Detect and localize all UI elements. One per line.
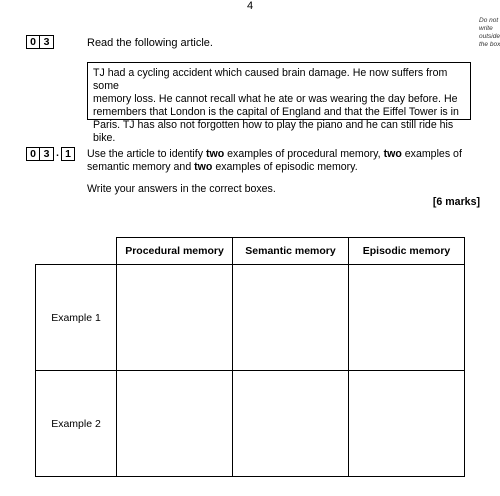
subquestion-dot: . — [56, 148, 59, 159]
row-label-example-2: Example 2 — [36, 371, 117, 477]
column-header-procedural: Procedural memory — [117, 238, 233, 265]
subquestion-number-digit: 0 — [26, 147, 40, 161]
table-row — [36, 371, 465, 477]
table-row — [36, 265, 465, 371]
subquestion-number-digit: 3 — [40, 147, 54, 161]
marks-label: [6 marks] — [432, 196, 480, 208]
answer-cell-episodic-1[interactable] — [349, 265, 465, 371]
article-box — [87, 62, 471, 144]
answer-cell-episodic-2[interactable] — [349, 371, 465, 477]
subquestion-number-box — [26, 147, 75, 161]
table-corner — [36, 238, 117, 265]
question-number-digit: 0 — [26, 35, 40, 49]
margin-note: Do not write outside the box — [479, 17, 500, 48]
article-line: memory loss. He cannot recall what he ate or was wearing the day before. He — [93, 93, 458, 105]
article-line: remembers that London is the capital of England and that the Eiffel Tower is in — [93, 106, 459, 118]
page-number: 4 — [246, 0, 254, 12]
article-line: TJ had a cycling accident which caused brain damage. He now suffers from some — [93, 67, 448, 92]
answer-cell-semantic-2[interactable] — [233, 371, 349, 477]
write-instruction: Write your answers in the correct boxes. — [87, 183, 276, 195]
subquestion-number-digit: 1 — [61, 147, 75, 161]
column-header-semantic: Semantic memory — [233, 238, 349, 265]
answer-cell-procedural-2[interactable] — [117, 371, 233, 477]
answer-table — [35, 237, 465, 477]
row-label-example-1: Example 1 — [36, 265, 117, 371]
question-intro: Read the following article. — [87, 37, 213, 49]
question-number-digit: 3 — [40, 35, 54, 49]
article-line: Paris. TJ has also not forgotten how to play the piano and he can still ride his bike. — [93, 119, 454, 144]
column-header-episodic: Episodic memory — [349, 238, 465, 265]
answer-cell-semantic-1[interactable] — [233, 265, 349, 371]
answer-cell-procedural-1[interactable] — [117, 265, 233, 371]
question-number-box — [26, 35, 54, 49]
table-header-row — [36, 238, 465, 265]
subquestion-instruction: Use the article to identify two examples of procedural memory, two examples of semantic memory and two examples of episodic memory. — [87, 148, 462, 173]
